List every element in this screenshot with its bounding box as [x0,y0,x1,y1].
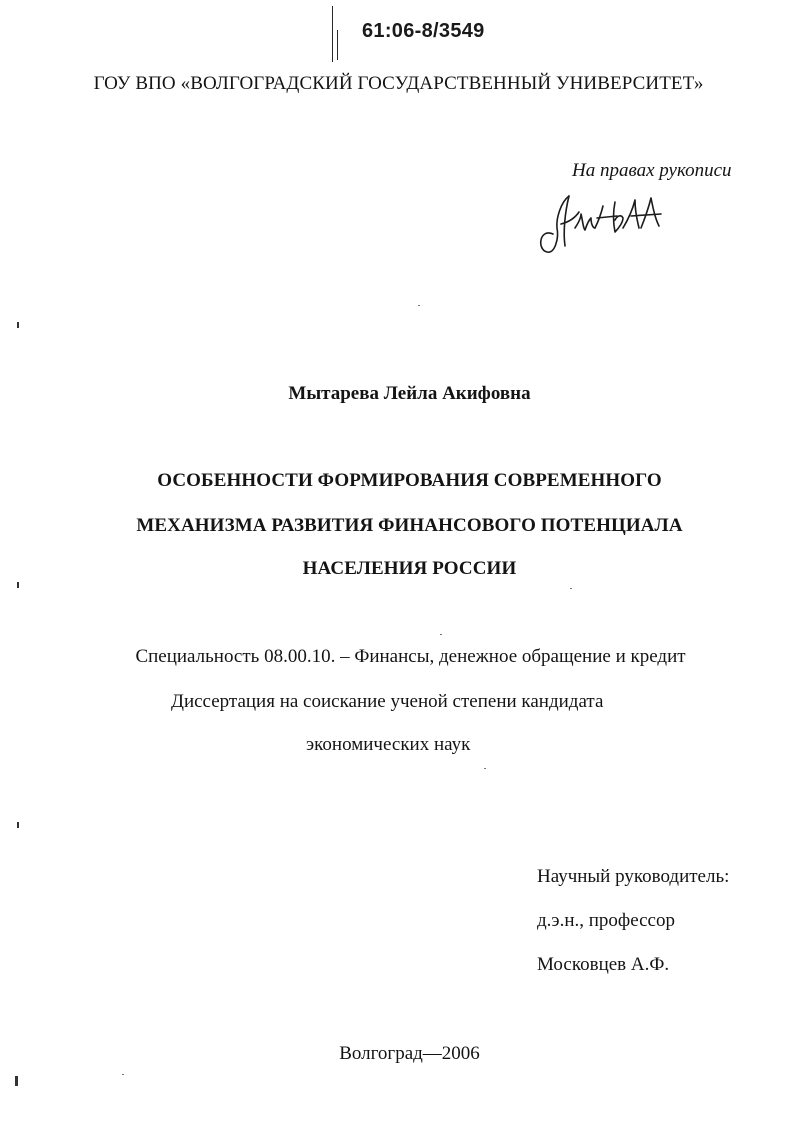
supervisor-label: Научный руководитель: [537,866,730,887]
author-name: Мытарева Лейла Акифовна [288,383,531,404]
scan-mark [17,822,19,828]
university-name: ГОУ ВПО «ВОЛГОГРАДСКИЙ ГОСУДАРСТВЕННЫЙ УНИВЕРСИТЕТ» [93,73,704,94]
title-line-2: МЕХАНИЗМА РАЗВИТИЯ ФИНАНСОВОГО ПОТЕНЦИАЛА [136,515,683,536]
handwritten-signature [535,188,675,260]
scan-speck [440,634,442,635]
supervisor-name: Московцев А.Ф. [537,954,670,975]
scan-mark [17,322,19,328]
specialty: Специальность 08.00.10. – Финансы, денежное обращение и кредит [135,646,686,667]
supervisor-degree: д.э.н., профессор [537,910,675,931]
stamp-line-right [337,30,338,60]
scan-mark [17,582,19,588]
scan-mark [15,1076,18,1086]
scan-speck [484,768,486,769]
dissertation-line-2: экономических наук [306,734,471,755]
catalog-code: 61:06-8/3549 [362,20,485,42]
stamp-line-left [332,6,333,62]
dissertation-line-1: Диссертация на соискание ученой степени кандидата [171,691,604,712]
scan-speck [122,1074,124,1075]
title-line-1: ОСОБЕННОСТИ ФОРМИРОВАНИЯ СОВРЕМЕННОГО [157,470,662,491]
scan-speck [570,588,572,589]
rights-note: На правах рукописи [572,160,732,181]
title-line-3: НАСЕЛЕНИЯ РОССИИ [302,558,517,579]
city-year: Волгоград—2006 [339,1043,480,1064]
scan-speck [418,305,420,306]
